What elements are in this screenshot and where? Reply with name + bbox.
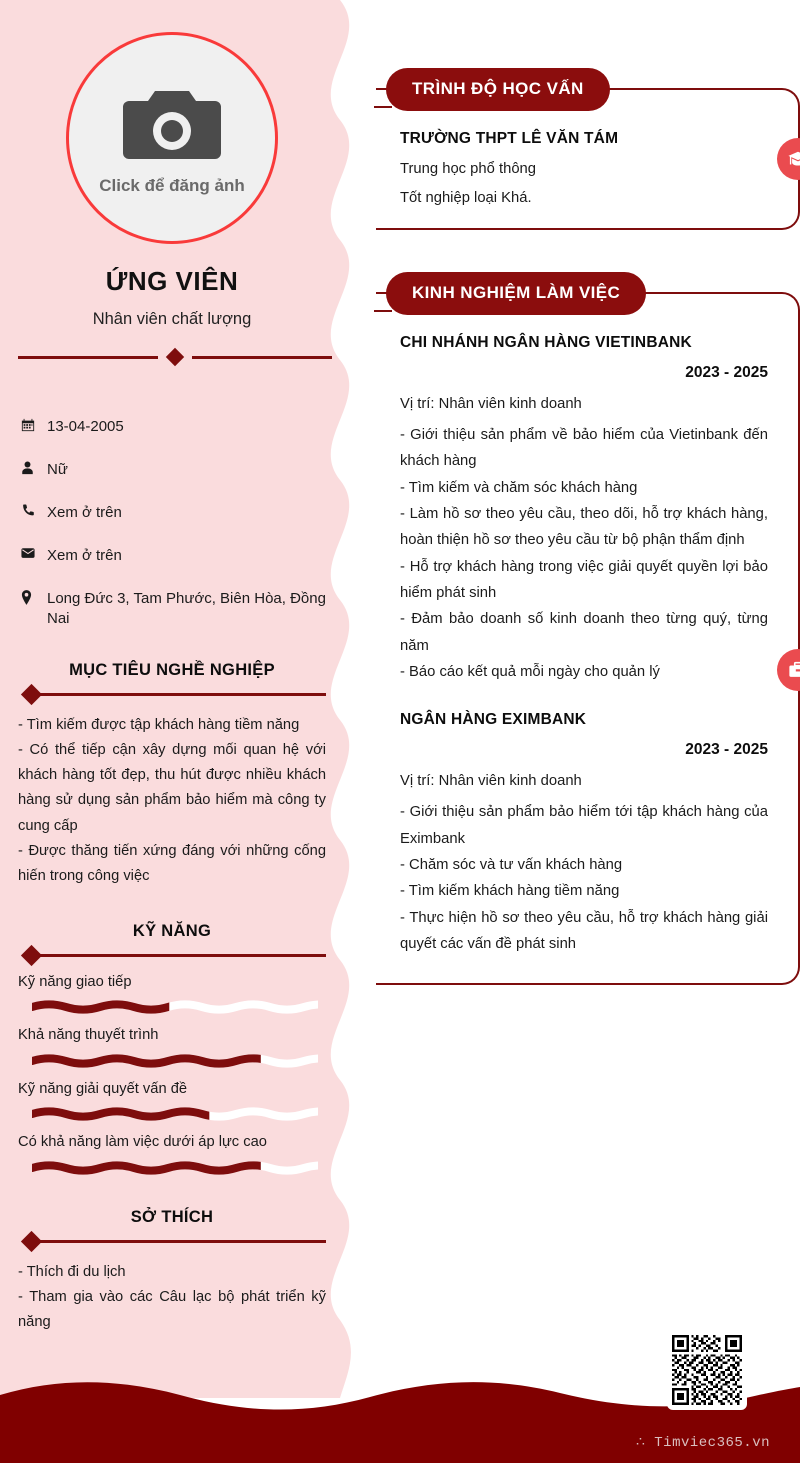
hobby-item: - Thích đi du lịch — [18, 1263, 126, 1280]
candidate-role: Nhân viên chất lượng — [92, 310, 252, 328]
job-entry — [400, 711, 768, 957]
header-rule — [32, 954, 326, 957]
section-header-skills — [18, 922, 326, 962]
brand-watermark: ∴ Timviec365.vn — [635, 1435, 770, 1451]
briefcase-icon — [777, 649, 800, 691]
envelope-icon — [21, 546, 47, 559]
skill-progress-bar — [32, 1160, 326, 1176]
experience-box — [376, 292, 800, 985]
contact-value: Xem ở trên — [47, 503, 122, 521]
contact-row-email — [21, 546, 326, 566]
contact-value: Xem ở trên — [47, 546, 122, 564]
skills-list — [18, 971, 326, 1176]
contact-list — [18, 417, 326, 629]
skill-item — [18, 1131, 326, 1176]
objective-text: - Tìm kiếm được tập khách hàng tiềm năng - Có thể tiếp cận xây dựng mối quan hệ với khách hàng tốt đẹp, thu hút được nhiều khách hàng sử dụng sản phẩm bảo hiểm mà công ty cung cấp - Được thăng tiến xứng đáng với những cống hiến trong công việc — [18, 716, 326, 885]
skill-item — [18, 1078, 326, 1123]
person-icon — [21, 460, 47, 475]
section-header-objective — [18, 661, 326, 701]
header-rule — [32, 693, 326, 696]
skill-label: Khả năng thuyết trình — [18, 1027, 159, 1044]
camera-icon — [119, 87, 225, 170]
education-level: Trung học phổ thông — [400, 161, 537, 177]
education-result: Tốt nghiệp loại Khá. — [400, 190, 532, 206]
contact-row-birthdate — [21, 417, 326, 437]
section-header-hobbies — [18, 1208, 326, 1248]
main-column — [374, 0, 800, 995]
skill-progress-bar — [32, 1106, 326, 1122]
section-title: SỞ THÍCH — [130, 1207, 214, 1226]
contact-value: Nữ — [47, 460, 68, 478]
skill-label: Kỹ năng giải quyết vấn đề — [18, 1080, 188, 1097]
section-title: MỤC TIÊU NGHỀ NGHIỆP — [69, 660, 275, 679]
qr-code[interactable] — [667, 1330, 747, 1410]
graduation-cap-icon — [777, 138, 800, 180]
candidate-name: ỨNG VIÊN — [105, 266, 239, 296]
section-title: KỸ NĂNG — [132, 921, 212, 940]
experience-badge: KINH NGHIỆM LÀM VIỆC — [386, 272, 646, 315]
job-years: 2023 - 2025 — [685, 741, 768, 759]
skill-label: Có khả năng làm việc dưới áp lực cao — [18, 1134, 267, 1151]
job-position: Vị trí: Nhân viên kinh doanh — [400, 396, 582, 412]
contact-value: Long Đức 3, Tam Phước, Biên Hòa, Đồng Nai — [47, 589, 326, 627]
school-name: TRƯỜNG THPT LÊ VĂN TÁM — [400, 130, 619, 147]
avatar-area — [18, 0, 326, 244]
education-card — [374, 79, 800, 230]
job-position: Vị trí: Nhân viên kinh doanh — [400, 773, 582, 790]
contact-row-phone — [21, 503, 326, 523]
skill-progress-bar — [32, 1053, 326, 1069]
company-name: CHI NHÁNH NGÂN HÀNG VIETINBANK — [400, 334, 692, 351]
avatar-upload[interactable] — [66, 32, 278, 244]
skill-label: Kỹ năng giao tiếp — [18, 973, 132, 990]
job-duties: - Giới thiệu sản phẩm bảo hiểm tới tập khách hàng của Eximbank - Chăm sóc và tư vấn khách hàng - Tìm kiếm khách hàng tiềm năng - Thực hiện hồ sơ theo yêu cầu, hỗ trợ khách hàng giải quyết các vấn đề phát sinh — [400, 804, 768, 952]
job-entry — [400, 334, 768, 685]
contact-row-gender — [21, 460, 326, 480]
location-pin-icon — [21, 589, 47, 605]
skill-item — [18, 971, 326, 1016]
experience-card — [374, 283, 800, 985]
header-rule — [32, 1240, 326, 1243]
job-years: 2023 - 2025 — [685, 364, 768, 381]
phone-icon — [21, 503, 47, 518]
company-name: NGÂN HÀNG EXIMBANK — [400, 711, 587, 729]
hobbies-list — [18, 1260, 326, 1336]
contact-value: 13-04-2005 — [47, 418, 124, 435]
skill-progress-bar — [32, 999, 326, 1015]
sidebar — [0, 0, 348, 1336]
avatar-label: Click để đăng ảnh — [99, 175, 245, 195]
contact-row-address — [21, 589, 326, 629]
skill-item — [18, 1024, 326, 1069]
hobby-item: - Tham gia vào các Câu lạc bộ phát triển kỹ năng — [18, 1288, 326, 1331]
calendar-icon — [21, 417, 47, 432]
education-badge: TRÌNH ĐỘ HỌC VẤN — [386, 68, 610, 111]
name-divider — [18, 349, 332, 365]
job-duties: - Giới thiệu sản phẩm về bảo hiểm của Vietinbank đến khách hàng - Tìm kiếm và chăm sóc khách hàng - Làm hồ sơ theo yêu cầu, theo dõi, hỗ trợ khách hàng, hoàn thiện hồ sơ theo yêu cầu từ bộ phận thẩm định - Hỗ trợ khách hàng trong việc giải quyết quyền lợi bảo hiểm phát sinh - Đảm bảo doanh số kinh doanh theo từng quý, từng năm - Báo cáo kết quả mỗi ngày cho quản lý — [400, 427, 768, 680]
